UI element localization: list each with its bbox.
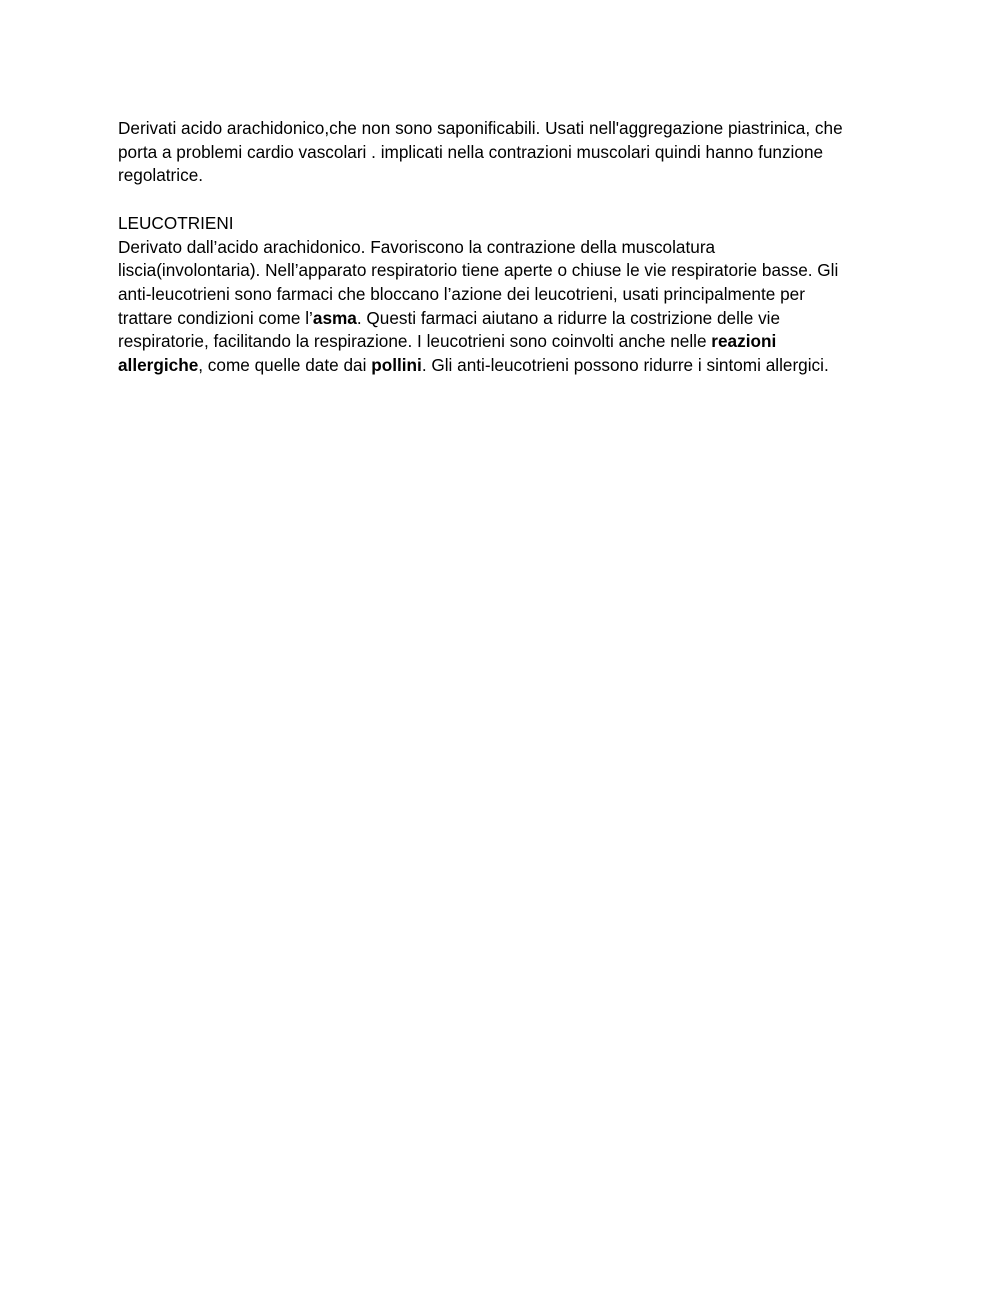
- text-run: . Questi farmaci aiutano a ridurre la costrizione delle vie: [356, 307, 781, 328]
- text-line: [118, 330, 888, 354]
- bold-term-asma: asma: [312, 307, 357, 328]
- text-line: Derivati acido arachidonico,che non sono saponificabili. Usati nell'aggregazione piastrinica, che: [118, 118, 843, 138]
- paragraph-leucotrieni: [118, 236, 888, 378]
- text-line: regolatrice.: [118, 165, 204, 186]
- text-line: porta a problemi cardio vascolari . implicati nella contrazioni muscolari quindi hanno funzione: [118, 141, 824, 162]
- bold-term-reazioni: reazioni: [711, 331, 777, 352]
- text-line: liscia(involontaria). Nell’apparato respiratorio tiene aperte o chiuse le vie respiratorie basse. Gli: [118, 260, 839, 281]
- bold-term-allergiche: allergiche: [118, 355, 199, 376]
- text-run: , come quelle date dai: [198, 355, 372, 376]
- paragraph-eicosanoids: [118, 117, 888, 188]
- text-line: [118, 354, 888, 378]
- document-body: [118, 117, 888, 378]
- text-run: . Gli anti-leucotrieni possono ridurre i sintomi allergici.: [421, 355, 829, 376]
- section-heading: LEUCOTRIENI: [118, 212, 234, 233]
- text-line: [118, 307, 888, 331]
- text-run: trattare condizioni come l’: [118, 307, 313, 328]
- text-line: anti-leucotrieni sono farmaci che bloccano l’azione dei leucotrieni, usati principalmente per: [118, 283, 805, 304]
- paragraph-spacer: [118, 188, 888, 212]
- bold-term-pollini: pollini: [371, 355, 422, 376]
- text-line: Derivato dall’acido arachidonico. Favoriscono la contrazione della muscolatura: [118, 236, 716, 257]
- text-run: respiratorie, facilitando la respirazione. I leucotrieni sono coinvolti anche nelle: [118, 331, 712, 352]
